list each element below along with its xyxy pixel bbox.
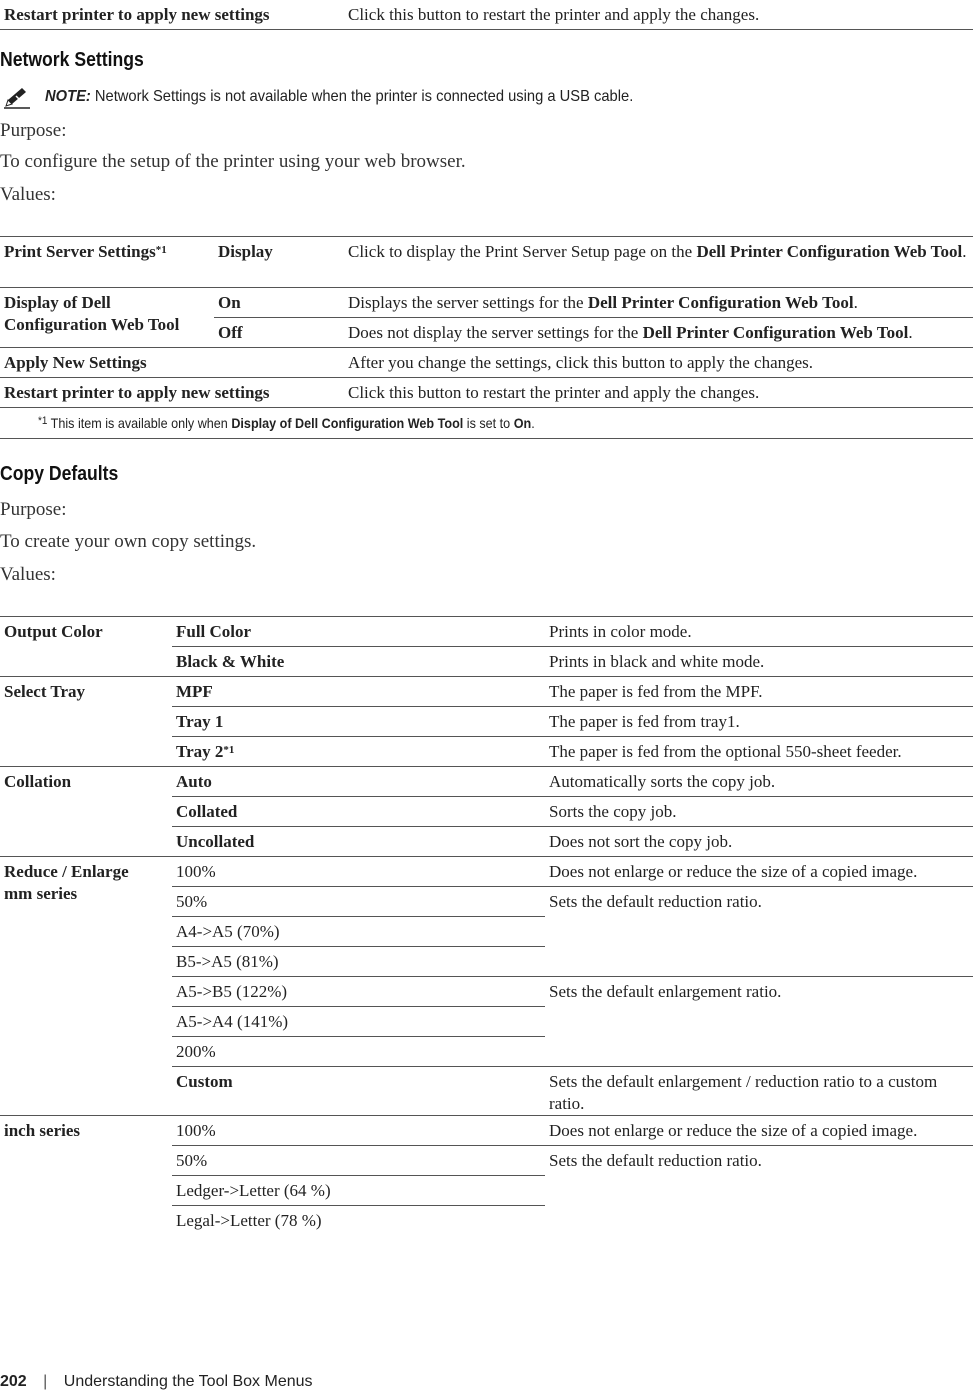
- note-pencil-icon: [2, 86, 32, 110]
- network-settings-table: [0, 236, 973, 439]
- mm-custom-desc: Sets the default enlargement / reduction ratio to a custom ratio.: [545, 1067, 973, 1116]
- in-100-desc: Does not enlarge or reduce the size of a copied image.: [545, 1116, 973, 1146]
- copy-defaults-heading: Copy Defaults: [0, 463, 119, 485]
- on-value: On: [214, 288, 344, 318]
- network-values-label: Values:: [0, 184, 56, 205]
- in-ledger-value: Ledger->Letter (64 %): [172, 1176, 545, 1206]
- print-server-display-value: Display: [214, 237, 344, 288]
- mm-100-value: 100%: [172, 857, 545, 887]
- in-50-value: 50%: [172, 1146, 545, 1176]
- mpf-desc: The paper is fed from the MPF.: [545, 677, 973, 707]
- network-footnote: $^{*1}$ This item is available only when Display of Dell Configuration Web Tool is set to On.: [0, 408, 973, 439]
- tray1-desc: The paper is fed from tray1.: [545, 707, 973, 737]
- reduce-enlarge-mm-label: Reduce / Enlarge mm series: [0, 857, 172, 1116]
- apply-new-settings-desc: After you change the settings, click this button to apply the changes.: [344, 348, 973, 378]
- mm-a5b5-value: A5->B5 (122%): [172, 977, 545, 1007]
- tray1-value: Tray 1: [172, 707, 545, 737]
- mm-b5a5-value: B5->A5 (81%): [172, 947, 545, 977]
- page-number: 202: [0, 1373, 27, 1390]
- top-continuation-table: [0, 0, 973, 30]
- collated-value: Collated: [172, 797, 545, 827]
- note-label: NOTE:: [45, 88, 91, 105]
- black-white-value: Black & White: [172, 647, 545, 677]
- mm-custom-value: Custom: [172, 1067, 545, 1116]
- mm-reduction-desc: Sets the default reduction ratio.: [545, 887, 973, 977]
- mm-a4a5-value: A4->A5 (70%): [172, 917, 545, 947]
- print-server-settings-label: Print Server Settings$^{*1}$: [0, 237, 214, 288]
- in-100-value: 100%: [172, 1116, 545, 1146]
- footer-separator: |: [43, 1373, 48, 1390]
- copy-values-label: Values:: [0, 564, 56, 585]
- tray2-value: Tray 2$^{*1}$: [172, 737, 545, 767]
- apply-new-settings-label: Apply New Settings: [0, 348, 344, 378]
- full-color-desc: Prints in color mode.: [545, 617, 973, 647]
- mm-50-value: 50%: [172, 887, 545, 917]
- display-dell-config-label: Display of Dell Configuration Web Tool: [0, 288, 214, 348]
- in-reduction-desc: Sets the default reduction ratio.: [549, 1151, 762, 1170]
- tray2-desc: The paper is fed from the optional 550-sheet feeder.: [545, 737, 973, 767]
- on-desc: Displays the server settings for the Dell Printer Configuration Web Tool.: [344, 288, 973, 318]
- copy-defaults-table: [0, 616, 973, 1235]
- copy-purpose-text: To create your own copy settings.: [0, 531, 257, 552]
- uncollated-value: Uncollated: [172, 827, 545, 857]
- off-value: Off: [214, 318, 344, 348]
- mm-a5a4-value: A5->A4 (141%): [172, 1007, 545, 1037]
- mm-100-desc: Does not enlarge or reduce the size of a copied image.: [545, 857, 973, 887]
- uncollated-desc: Does not sort the copy job.: [545, 827, 973, 857]
- network-settings-heading: Network Settings: [0, 49, 144, 71]
- restart-label: Restart printer to apply new settings: [0, 0, 344, 30]
- auto-desc: Automatically sorts the copy job.: [545, 767, 973, 797]
- select-tray-label: Select Tray: [0, 677, 172, 767]
- collation-label: Collation: [0, 767, 172, 857]
- restart-desc: Click this button to restart the printer and apply the changes.: [344, 0, 973, 30]
- inch-series-label: inch series: [4, 1121, 81, 1140]
- black-white-desc: Prints in black and white mode.: [545, 647, 973, 677]
- auto-value: Auto: [172, 767, 545, 797]
- copy-purpose-label: Purpose:: [0, 499, 67, 520]
- full-color-value: Full Color: [172, 617, 545, 647]
- off-desc: Does not display the server settings for the Dell Printer Configuration Web Tool.: [344, 318, 973, 348]
- restart-printer-desc: Click this button to restart the printer and apply the changes.: [344, 378, 973, 408]
- output-color-label: Output Color: [0, 617, 172, 677]
- note-block: [0, 86, 973, 112]
- note-text: Network Settings is not available when the printer is connected using a USB cable.: [94, 88, 634, 105]
- mm-200-value: 200%: [172, 1037, 545, 1067]
- collated-desc: Sorts the copy job.: [545, 797, 973, 827]
- mpf-value: MPF: [172, 677, 545, 707]
- print-server-desc: Click to display the Print Server Setup page on the Dell Printer Configuration Web Tool.: [344, 237, 973, 288]
- in-legal-value: Legal->Letter (78 %): [176, 1210, 322, 1230]
- mm-enlargement-desc: Sets the default enlargement ratio.: [545, 977, 973, 1067]
- restart-printer-label: Restart printer to apply new settings: [0, 378, 344, 408]
- page-footer: [0, 1373, 313, 1391]
- network-purpose-text: To configure the setup of the printer using your web browser.: [0, 151, 466, 172]
- footer-section-title: Understanding the Tool Box Menus: [63, 1373, 313, 1390]
- network-purpose-label: Purpose:: [0, 120, 67, 141]
